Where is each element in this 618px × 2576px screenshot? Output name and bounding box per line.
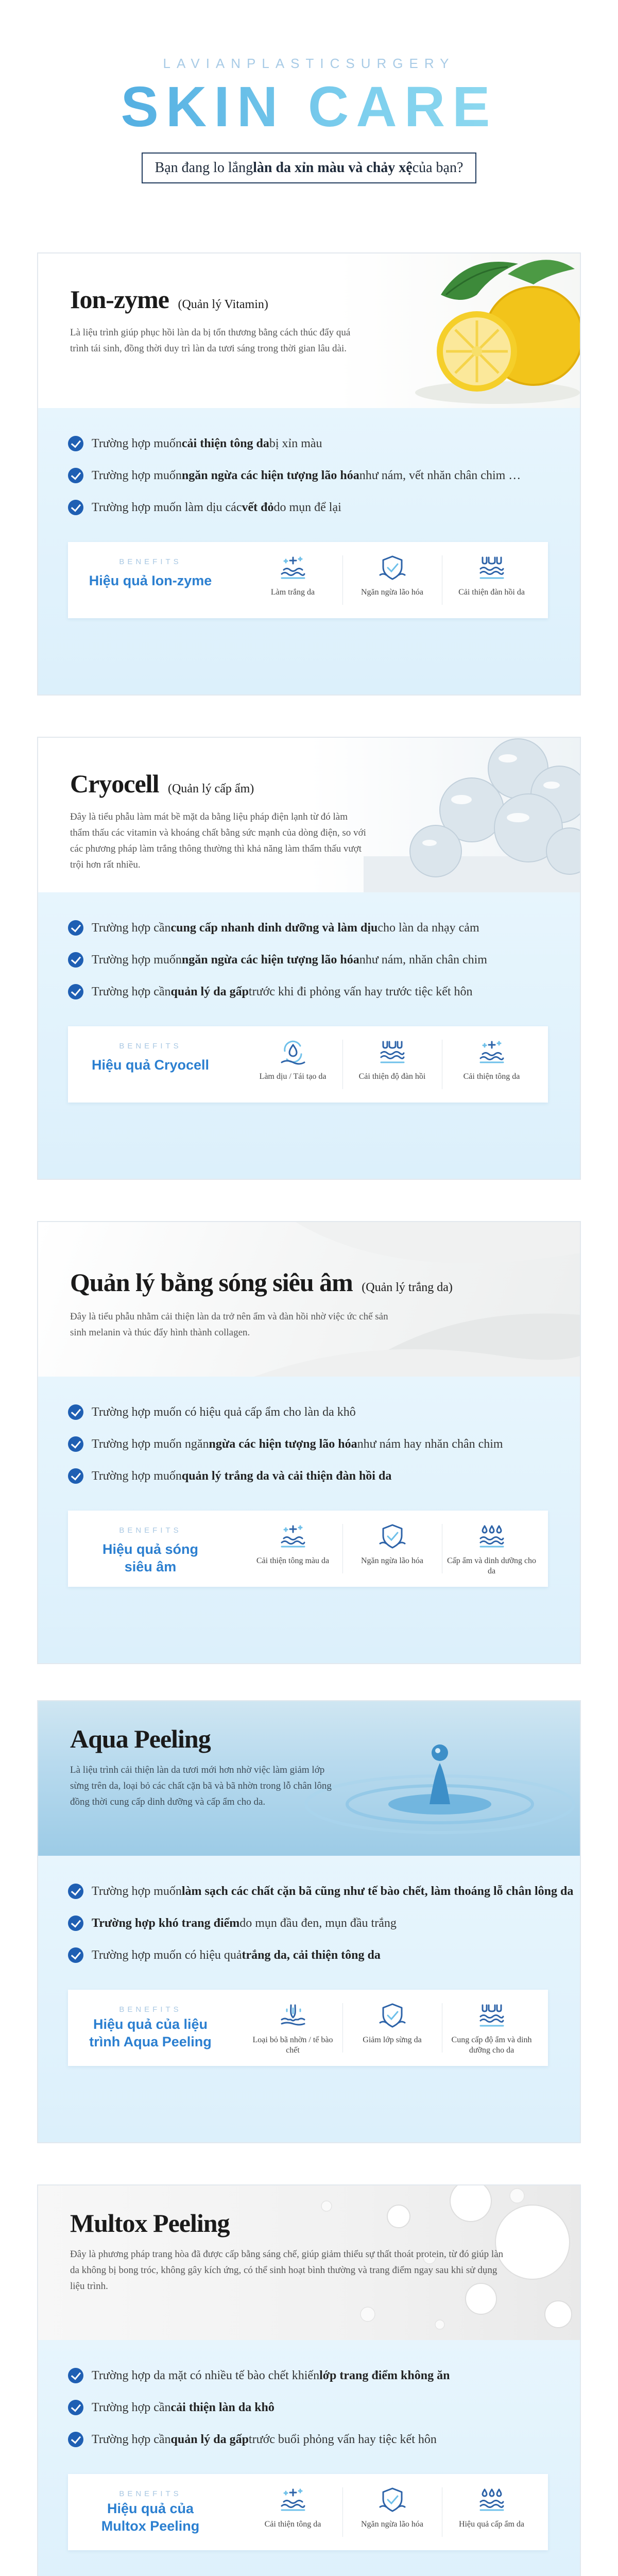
section-subtitle: (Quản lý Vitamin) [178, 298, 268, 311]
check-text: do mụn đầu đen, mụn đầu trắng [239, 1916, 397, 1930]
benefit-item [342, 2485, 442, 2542]
benefit-item [442, 1522, 541, 1579]
check-icon [68, 1884, 83, 1899]
benefits-box [68, 2474, 548, 2550]
check-text-bold: vết đỏ [242, 500, 274, 514]
section-title [70, 769, 254, 799]
benefit-caption: Cải thiện tông màu da [256, 1556, 330, 1565]
check-text: Trường hợp muốn làm dịu các [92, 500, 242, 514]
check-text: Trường hợp muốn [92, 1469, 182, 1483]
check-icon [68, 436, 83, 451]
page-header [0, 0, 618, 216]
benefit-item [243, 2001, 342, 2058]
check-text: trước buổi phỏng vấn hay tiệc kết hôn [248, 2432, 437, 2446]
section-title-text: Ion-zyme [70, 285, 169, 314]
check-item [68, 919, 573, 937]
check-list [68, 919, 573, 1015]
benefit-item [243, 2485, 342, 2542]
section-subtitle: (Quản lý cấp ẩm) [167, 782, 254, 795]
section-cryocell [37, 737, 581, 1180]
benefit-item [243, 1522, 342, 1579]
benefit-item [442, 2485, 541, 2542]
check-text: Trường hợp muốn [92, 468, 182, 482]
section-title-text: Multox Peeling [70, 2209, 230, 2238]
benefit-caption: Cấp ẩm và dinh dưỡng cho da [447, 1556, 537, 1575]
check-text-bold: làm sạch các chất cặn bã cũng như tế bào chết, làm thoáng lỗ chân lông da [181, 1884, 574, 1898]
check-icon [68, 1947, 83, 1963]
benefits-box [68, 1990, 548, 2066]
check-text: Trường hợp cần [92, 921, 171, 935]
section-hero [38, 1222, 580, 1377]
check-icon [68, 984, 83, 999]
skin-sparkle-icon [280, 2486, 306, 2513]
header-question-prefix: Bạn đang lo lắng [154, 160, 253, 176]
check-text: Trường hợp muốn có hiệu quả [92, 1948, 242, 1962]
section-details [38, 1856, 580, 2142]
section-details [38, 1377, 580, 1663]
benefit-caption: Ngăn ngừa lão hóa [360, 588, 424, 597]
section-title [70, 1267, 453, 1297]
section-subtitle: (Quản lý trắng da) [362, 1281, 453, 1294]
benefit-caption: Cung cấp độ ẩm và dinh dưỡng cho da [451, 2036, 532, 2055]
check-list [68, 1883, 573, 1978]
lemon-image [379, 253, 580, 408]
benefits-label: BENEFITS [119, 1042, 182, 1050]
benefit-item [342, 1038, 442, 1094]
clinic-name: LAVIANPLASTICSURGERY [163, 56, 455, 71]
check-icon [68, 2368, 83, 2383]
section-ultrasound [37, 1221, 581, 1664]
shield-check-icon [379, 1523, 406, 1550]
skin-elastic-icon [478, 2002, 505, 2029]
check-text-bold: ngăn ngừa các hiện tượng lão hóa [181, 468, 359, 482]
check-item [68, 2367, 573, 2384]
check-list [68, 435, 573, 531]
ice-cubes-image [364, 738, 580, 892]
benefit-item [442, 2001, 541, 2058]
benefit-item [243, 1038, 342, 1094]
benefits-title: Hiệu quả Cryocell [91, 1057, 210, 1073]
check-text: Trường hợp da mặt có nhiều tế bào chết khiến [92, 2368, 320, 2382]
shield-check-icon [379, 554, 406, 581]
check-text-bold: quản lý trắng da và cải thiện đàn hồi da [181, 1469, 392, 1483]
benefit-item [442, 1038, 541, 1094]
section-hero [38, 738, 580, 892]
check-text: Trường hợp muốn [92, 436, 182, 450]
section-title [70, 284, 268, 314]
check-text: như nám, nhăn chân chim [359, 953, 487, 967]
benefits-title: Hiệu quả của liệu trình Aqua Peeling [89, 2016, 212, 2049]
benefit-item [442, 553, 541, 610]
benefits-label: BENEFITS [119, 2005, 182, 2014]
check-item [68, 2399, 573, 2416]
check-item [68, 435, 573, 452]
benefit-item [342, 1522, 442, 1579]
benefits-title: Hiệu quả Ion-zyme [89, 573, 212, 588]
check-item [68, 1914, 573, 1932]
check-icon [68, 1916, 83, 1931]
skin-elastic-icon [379, 1039, 406, 1065]
section-details [38, 408, 580, 694]
check-list [68, 1403, 573, 1499]
check-text: Trường hợp muốn [92, 953, 182, 967]
benefits-title: Hiệu quả sóng siêu âm [102, 1541, 198, 1574]
section-description: Là liệu trình cải thiện làn da tươi mới hơn nhờ việc làm giảm lớp sừng trên da, loại bỏ các chất cặn bã và bã nhờn trong lỗ chân lông đồng thời cung cấp dinh dưỡng và cấp ẩm cho da. [70, 1765, 332, 1807]
benefits-box [68, 1026, 548, 1103]
check-text: Trường hợp cần [92, 2432, 171, 2446]
section-title-text: Cryocell [70, 769, 159, 798]
check-text-bold: trắng da, cải thiện tông da [242, 1948, 381, 1962]
check-item [68, 1946, 573, 1964]
benefits-box [68, 542, 548, 618]
check-icon [68, 500, 83, 515]
section-hero [38, 253, 580, 408]
check-item [68, 1403, 573, 1421]
shield-check-icon [379, 2002, 406, 2029]
section-title-text: Aqua Peeling [70, 1724, 211, 1753]
check-item [68, 1435, 573, 1453]
shield-check-icon [379, 2486, 406, 2513]
section-details [38, 2340, 580, 2576]
check-item [68, 1883, 573, 1900]
check-text: Trường hợp muốn [92, 1884, 182, 1898]
benefits-box [68, 1511, 548, 1587]
header-question-bold: làn da xỉn màu và chảy xệ [253, 160, 413, 176]
check-item [68, 2431, 573, 2448]
section-details [38, 892, 580, 1179]
check-text-bold: Trường hợp khó trang điểm [92, 1916, 240, 1930]
check-item [68, 983, 573, 1001]
section-description: Đây là tiểu phẫu nhằm cải thiện làn da trở nên ẩm và đàn hồi nhờ việc ức chế sản sinh melanin và thúc đẩy hình thành collagen. [70, 1311, 388, 1338]
check-text: như nám hay nhăn chân chim [357, 1437, 503, 1451]
section-hero [38, 2185, 580, 2340]
check-text-bold: quản lý da gấp [170, 2432, 249, 2446]
check-text: Trường hợp cần [92, 2400, 171, 2414]
check-text: Trường hợp muốn ngăn [92, 1437, 209, 1451]
header-question [142, 152, 476, 183]
check-text: Trường hợp muốn có hiệu quả cấp ẩm cho làn da khô [92, 1405, 356, 1419]
check-text-bold: lớp trang điểm không ăn [319, 2368, 450, 2382]
benefit-item [342, 2001, 442, 2058]
benefit-caption: Cải thiện tông da [264, 2520, 321, 2529]
check-icon [68, 1436, 83, 1452]
skin-sparkle-icon [280, 554, 306, 581]
section-multox-peeling [37, 2184, 581, 2576]
benefit-caption: Làm dịu / Tái tạo da [259, 1072, 327, 1081]
check-text: Trường hợp cần [92, 985, 171, 998]
drop-cycle-icon [280, 1039, 306, 1065]
check-text-bold: cải thiện làn da khô [170, 2400, 274, 2414]
check-text-bold: ngăn ngừa các hiện tượng lão hóa [181, 953, 359, 967]
section-ion-zyme [37, 252, 581, 696]
check-text-bold: ngừa các hiện tượng lão hóa [209, 1437, 357, 1451]
check-text: bị xỉn màu [269, 436, 322, 450]
page-title: SKIN CARE [0, 76, 618, 138]
section-description: Đây là phương pháp trang hòa đã được cấp bằng sáng chế, giúp giảm thiểu sự thất thoát protein, từ đó giúp làn da không bị bong tróc, không gây kích ứng, có thể sinh hoạt bình thường và trang điểm ngay sau khi sử dụng liệu trình. [70, 2249, 504, 2292]
skin-sparkle-icon [280, 1523, 306, 1550]
benefit-caption: Hiệu quả cấp ẩm da [458, 2520, 525, 2529]
section-hero [38, 1701, 580, 1856]
check-item [68, 1467, 573, 1485]
check-text-bold: quản lý da gấp [170, 985, 249, 998]
benefit-caption: Cải thiện độ đàn hồi [358, 1072, 426, 1081]
benefits-label: BENEFITS [119, 2489, 182, 2498]
benefit-caption: Giảm lớp sừng da [363, 2036, 422, 2044]
check-icon [68, 952, 83, 968]
section-aqua-peeling [37, 1700, 581, 2143]
check-text: như nám, vết nhăn chân chim … [359, 468, 521, 482]
benefit-item [243, 553, 342, 610]
check-icon [68, 1404, 83, 1420]
check-text: cho làn da nhạy cảm [377, 921, 479, 935]
header-question-suffix: của bạn? [412, 160, 464, 176]
benefit-caption: Ngăn ngừa lão hóa [360, 2520, 424, 2529]
section-description: Đây là tiểu phẫu làm mát bề mặt da bằng liệu pháp điện lạnh từ đó làm thẩm thấu các vitamin và khoáng chất bằng sức mạnh của dòng điện, so với các phương pháp làm trắng thông thường thì khả năng làm thẩm thấu vượt trội hơn rất nhiều. [70, 811, 366, 870]
check-text: trước khi đi phỏng vấn hay trước tiệc kết hôn [248, 985, 473, 998]
check-item [68, 467, 573, 484]
benefits-label: BENEFITS [119, 557, 182, 566]
check-icon [68, 1468, 83, 1484]
check-icon [68, 2432, 83, 2447]
check-text-bold: cung cấp nhanh dinh dưỡng và làm dịu [170, 921, 378, 935]
check-item [68, 951, 573, 969]
benefit-caption: Cải thiện tông da [463, 1072, 520, 1081]
check-list [68, 2367, 573, 2463]
check-icon [68, 468, 83, 483]
droplets-skin-icon [478, 1523, 505, 1550]
benefit-caption: Cải thiện đàn hồi da [458, 588, 525, 597]
check-icon [68, 2400, 83, 2415]
check-text: do mụn để lại [273, 500, 341, 514]
pore-clean-icon [280, 2002, 306, 2029]
benefit-caption: Loại bỏ bã nhờn / tế bào chết [252, 2036, 333, 2055]
skin-sparkle-icon [478, 1039, 505, 1065]
skin-elastic-icon [478, 554, 505, 581]
benefit-caption: Làm trắng da [270, 588, 315, 597]
benefits-label: BENEFITS [119, 1526, 182, 1535]
section-title [70, 1724, 211, 1754]
check-item [68, 499, 573, 516]
benefit-item [342, 553, 442, 610]
silk-background-image [38, 1222, 580, 1377]
droplets-skin-icon [478, 2486, 505, 2513]
section-description: Là liệu trình giúp phục hồi làn da bị tổn thương bằng cách thúc đẩy quá trình tái sinh, đồng thời duy trì làn da tươi sáng trong thời gian lâu dài. [70, 327, 351, 354]
check-text-bold: cải thiện tông da [181, 436, 269, 450]
check-icon [68, 920, 83, 936]
section-title [70, 2208, 230, 2238]
benefits-title: Hiệu quả của Multox Peeling [101, 2501, 200, 2534]
benefit-caption: Ngăn ngừa lão hóa [360, 1556, 424, 1565]
section-title-text: Quản lý bằng sóng siêu âm [70, 1268, 353, 1297]
